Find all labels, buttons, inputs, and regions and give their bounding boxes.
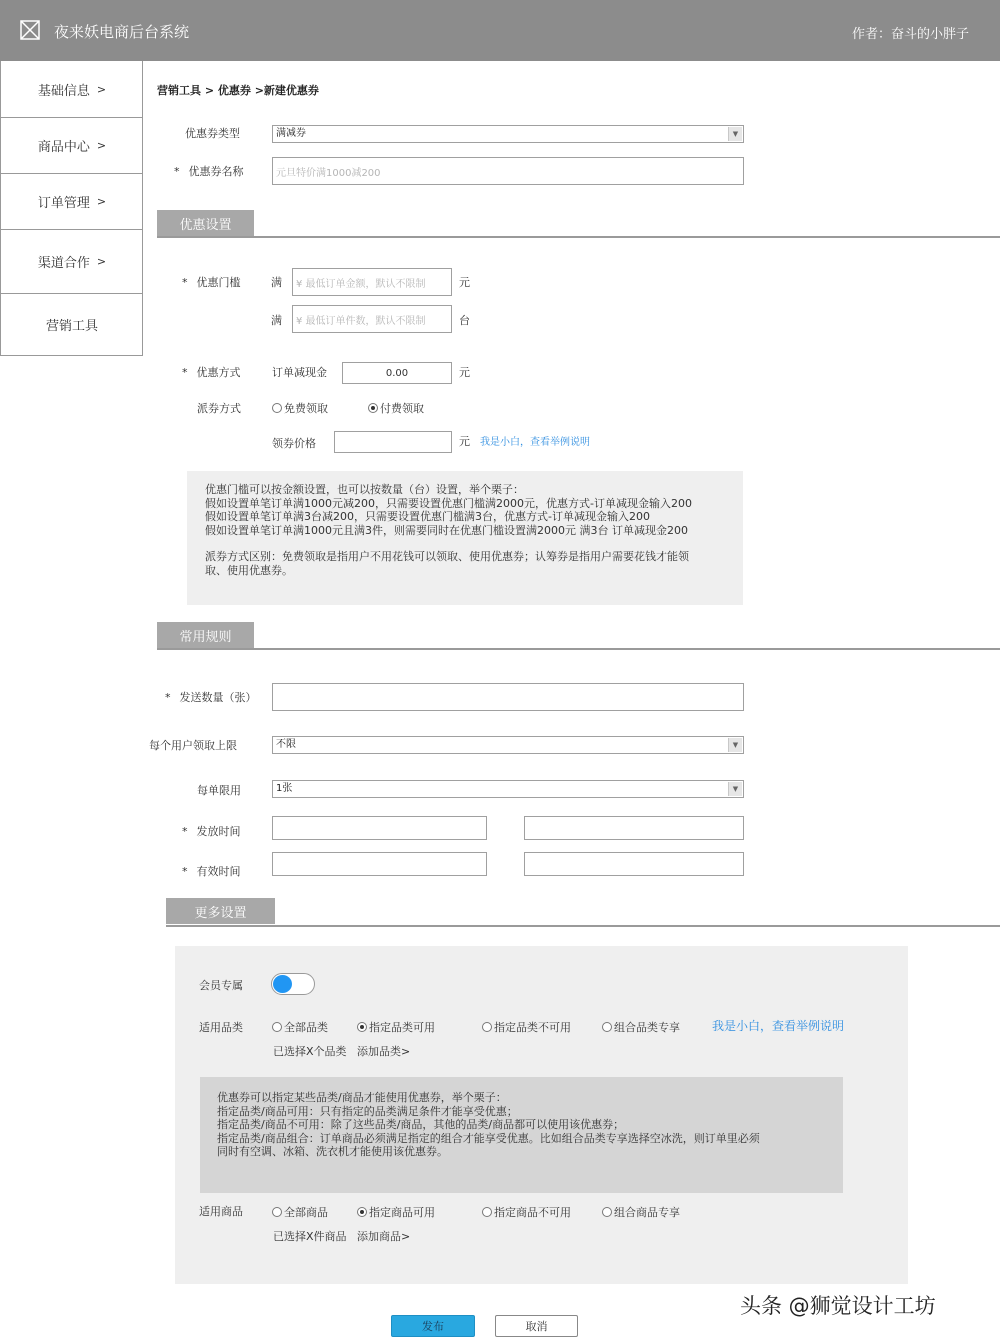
chevron-right-icon: > bbox=[96, 139, 107, 152]
radio-label: 组合品类专享 bbox=[614, 1021, 680, 1034]
required-mark: * bbox=[182, 276, 188, 289]
add-product-link[interactable]: 添加商品> bbox=[357, 1230, 411, 1243]
threshold-label-text: 优惠门槛 bbox=[196, 276, 241, 289]
radio-selected-icon bbox=[357, 1022, 367, 1032]
applicable-category-label: 适用品类 bbox=[199, 1021, 243, 1034]
sidebar-item-label: 订单管理 bbox=[37, 196, 90, 211]
price-unit: 元 bbox=[459, 435, 470, 448]
radio-label: 付费领取 bbox=[380, 402, 424, 415]
sidebar-item-order-management[interactable] bbox=[1, 174, 143, 230]
coupon-name-label bbox=[174, 163, 244, 179]
full-prefix: 满 bbox=[271, 314, 282, 327]
note-spacer bbox=[205, 537, 725, 550]
required-mark: * bbox=[174, 165, 180, 178]
sidebar-item-label: 营销工具 bbox=[45, 319, 98, 334]
send-quantity-input[interactable] bbox=[272, 683, 744, 711]
valid-end-time-input[interactable] bbox=[524, 852, 744, 876]
product-selected-count: 已选择X件商品 bbox=[273, 1230, 347, 1243]
app-title: 夜来妖电商后台系统 bbox=[54, 23, 190, 41]
issue-method-label: 派券方式 bbox=[197, 402, 241, 415]
breadcrumb: 营销工具 > 优惠券 >新建优惠券 bbox=[157, 84, 319, 97]
radio-free-claim[interactable] bbox=[272, 400, 328, 416]
category-help-link[interactable]: 我是小白，查看举例说明 bbox=[712, 1019, 845, 1033]
app-header bbox=[0, 0, 1000, 61]
radio-label: 免费领取 bbox=[284, 402, 328, 415]
toggle-knob bbox=[273, 975, 292, 993]
radio-icon bbox=[272, 1207, 282, 1217]
issue-time-label bbox=[182, 823, 241, 839]
radio-icon bbox=[482, 1022, 492, 1032]
note-line: 派券方式区别：免费领取是指用户不用花钱可以领取、使用优惠券；认筹券是指用户需要花钱才能领 bbox=[205, 550, 689, 563]
cancel-button[interactable]: 取消 bbox=[495, 1315, 578, 1337]
radio-all-products[interactable] bbox=[272, 1204, 328, 1220]
chevron-right-icon: > bbox=[96, 255, 107, 268]
radio-specified-products-excluded[interactable] bbox=[482, 1204, 571, 1220]
send-quantity-label bbox=[165, 689, 257, 705]
image-placeholder-icon bbox=[20, 20, 40, 40]
radio-specified-products-allowed[interactable] bbox=[357, 1204, 435, 1220]
sidebar-item-marketing-tools[interactable] bbox=[1, 294, 143, 355]
valid-time-label-text: 有效时间 bbox=[196, 865, 241, 878]
radio-label: 指定商品可用 bbox=[369, 1206, 435, 1219]
sidebar-item-label: 基础信息 bbox=[37, 83, 90, 99]
note-line: 指定品类/商品不可用：除了这些品类/商品，其他的品类/商品都可以使用该优惠券； bbox=[217, 1118, 625, 1132]
sidebar bbox=[0, 61, 143, 356]
radio-label: 指定品类可用 bbox=[369, 1021, 435, 1034]
radio-icon bbox=[272, 403, 282, 413]
radio-paid-claim[interactable] bbox=[368, 400, 424, 416]
quantity-unit: 台 bbox=[459, 314, 470, 327]
method-label bbox=[182, 364, 241, 380]
radio-all-categories[interactable] bbox=[272, 1019, 328, 1035]
sidebar-item-label: 商品中心 bbox=[37, 140, 90, 155]
coupon-type-value: 满减券 bbox=[276, 128, 306, 139]
applicable-product-label: 适用商品 bbox=[199, 1205, 243, 1218]
add-category-link[interactable]: 添加品类> bbox=[357, 1045, 411, 1058]
coupon-type-label: 优惠券类型 bbox=[185, 127, 240, 140]
section-tab-more-settings: 更多设置 bbox=[166, 898, 275, 924]
radio-label: 全部商品 bbox=[284, 1206, 328, 1219]
reduce-label: 订单减现金 bbox=[272, 366, 327, 379]
radio-label: 全部品类 bbox=[284, 1021, 328, 1034]
required-mark: * bbox=[165, 691, 171, 704]
issue-end-time-input[interactable] bbox=[524, 816, 744, 840]
full-prefix: 满 bbox=[271, 276, 282, 289]
claim-price-label: 领券价格 bbox=[272, 437, 316, 450]
note-line: 指定品类/商品可用：只有指定的品类满足条件才能享受优惠； bbox=[217, 1104, 518, 1118]
radio-label: 指定品类不可用 bbox=[494, 1021, 571, 1034]
radio-selected-icon bbox=[357, 1207, 367, 1217]
min-amount-input[interactable]: ¥ 最低订单金额，默认不限制 bbox=[292, 268, 452, 296]
sidebar-item-basic-info[interactable] bbox=[1, 61, 143, 118]
required-mark: * bbox=[182, 366, 188, 379]
note-line: 同时有空调、冰箱、洗衣机才能使用该优惠券。 bbox=[217, 1145, 448, 1159]
claim-price-input[interactable] bbox=[334, 431, 452, 453]
per-user-limit-label: 每个用户领取上限 bbox=[149, 739, 237, 752]
section-tab-discount-settings: 优惠设置 bbox=[157, 210, 254, 236]
member-exclusive-toggle[interactable] bbox=[271, 973, 315, 995]
help-example-link[interactable]: 我是小白，查看举例说明 bbox=[480, 437, 590, 448]
sidebar-item-product-center[interactable] bbox=[1, 118, 143, 174]
section-divider bbox=[157, 236, 1000, 238]
radio-label: 组合商品专享 bbox=[614, 1206, 680, 1219]
section-tab-common-rules: 常用规则 bbox=[157, 622, 254, 648]
radio-combined-categories[interactable] bbox=[602, 1019, 680, 1035]
issue-start-time-input[interactable] bbox=[272, 816, 487, 840]
member-exclusive-label: 会员专属 bbox=[199, 979, 243, 992]
radio-icon bbox=[272, 1022, 282, 1032]
valid-start-time-input[interactable] bbox=[272, 852, 487, 876]
radio-icon bbox=[482, 1207, 492, 1217]
radio-selected-icon bbox=[368, 403, 378, 413]
radio-label: 指定商品不可用 bbox=[494, 1206, 571, 1219]
note-line: 假如设置单笔订单满3台减200，只需要设置优惠门槛满3台，优惠方式-订单减现金输入200 bbox=[205, 510, 650, 523]
coupon-type-select[interactable] bbox=[272, 125, 744, 143]
reduce-unit: 元 bbox=[459, 366, 470, 379]
coupon-name-label-text: 优惠券名称 bbox=[188, 165, 244, 178]
coupon-name-input[interactable]: 元旦特价满1000减200 bbox=[272, 157, 744, 185]
radio-icon bbox=[602, 1022, 612, 1032]
per-order-limit-label: 每单限用 bbox=[197, 784, 241, 797]
required-mark: * bbox=[182, 825, 188, 838]
sidebar-item-label: 渠道合作 bbox=[37, 256, 90, 271]
dropdown-arrow-icon: ▼ bbox=[728, 738, 742, 752]
valid-time-label bbox=[182, 863, 241, 879]
send-quantity-label-text: 发送数量（张） bbox=[179, 691, 257, 704]
threshold-label bbox=[182, 274, 241, 290]
per-user-limit-select[interactable] bbox=[272, 736, 744, 754]
issue-time-label-text: 发放时间 bbox=[196, 825, 241, 838]
section-divider bbox=[157, 648, 1000, 650]
author-label: 作者：奋斗的小胖子 bbox=[851, 27, 969, 42]
min-quantity-input[interactable]: ¥ 最低订单件数，默认不限制 bbox=[292, 305, 452, 333]
per-order-limit-value: 1张 bbox=[276, 783, 293, 794]
note-line: 取、使用优惠券。 bbox=[205, 563, 293, 577]
watermark-text: 头条 @狮觉设计工坊 bbox=[740, 1294, 936, 1318]
category-selected-count: 已选择X个品类 bbox=[273, 1045, 347, 1058]
discount-help-note bbox=[187, 471, 743, 605]
sidebar-item-channel-cooperation[interactable] bbox=[1, 230, 143, 294]
per-user-limit-value: 不限 bbox=[276, 739, 296, 750]
per-order-limit-select[interactable] bbox=[272, 780, 744, 798]
reduce-amount-input[interactable]: 0.00 bbox=[342, 362, 452, 384]
section-divider bbox=[166, 925, 1000, 927]
amount-unit: 元 bbox=[459, 276, 470, 289]
chevron-right-icon: > bbox=[96, 195, 107, 208]
radio-specified-categories-excluded[interactable] bbox=[482, 1019, 571, 1035]
dropdown-arrow-icon: ▼ bbox=[728, 127, 742, 141]
category-help-note bbox=[200, 1077, 843, 1193]
note-line: 优惠券可以指定某些品类/商品才能使用优惠券，举个栗子： bbox=[217, 1091, 507, 1104]
radio-combined-products[interactable] bbox=[602, 1204, 680, 1220]
radio-icon bbox=[602, 1207, 612, 1217]
chevron-right-icon: > bbox=[96, 82, 107, 96]
required-mark: * bbox=[182, 865, 188, 878]
note-line: 假如设置单笔订单满1000元减200，只需要设置优惠门槛满2000元，优惠方式-订单减现金输入200 bbox=[205, 496, 692, 510]
note-line: 指定品类/商品组合：订单商品必须满足指定的组合才能享受优惠。比如组合品类专享选择空冰洗，则订单里必须 bbox=[217, 1131, 760, 1145]
radio-specified-categories-allowed[interactable] bbox=[357, 1019, 435, 1035]
note-line: 优惠门槛可以按金额设置，也可以按数量（台）设置，举个栗子： bbox=[205, 483, 524, 496]
note-line: 假如设置单笔订单满1000元且满3件，则需要同时在优惠门槛设置满2000元 满3台 订单减现金200 bbox=[205, 523, 688, 537]
method-label-text: 优惠方式 bbox=[196, 366, 241, 379]
dropdown-arrow-icon: ▼ bbox=[728, 782, 742, 796]
publish-button[interactable]: 发布 bbox=[391, 1315, 475, 1337]
